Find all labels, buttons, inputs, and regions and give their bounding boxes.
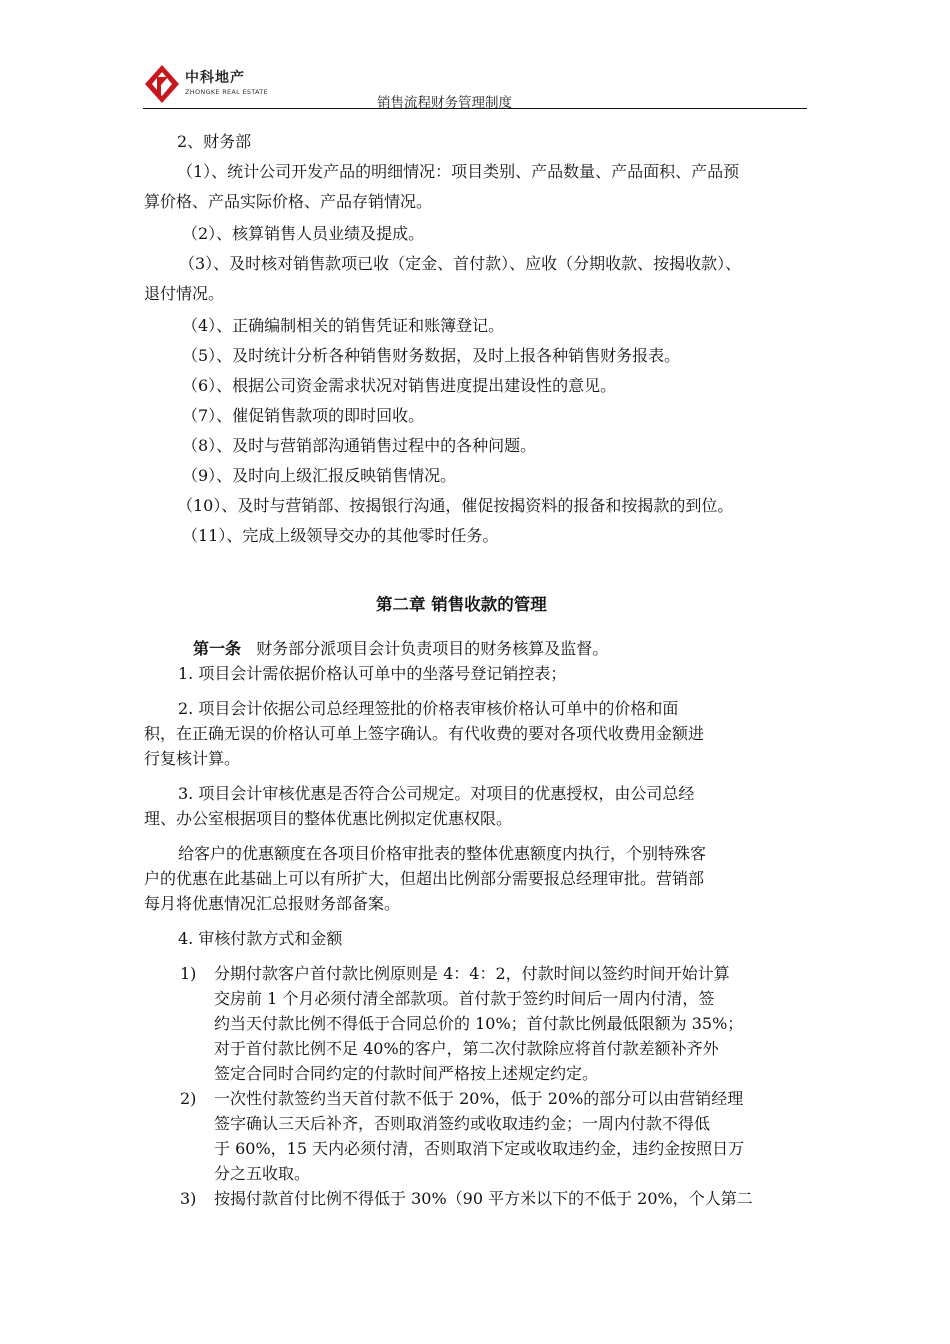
- article-line: [193, 636, 608, 662]
- list-item-continuation: 退付情况。: [144, 284, 225, 303]
- list-item-continuation: 对于首付款比例不足 40%的客户，第二次付款除应将首付款差额补齐外: [214, 1039, 719, 1058]
- paragraph-continuation: 户的优惠在此基础上可以有所扩大，但超出比例部分需要报总经理审批。营销部: [144, 869, 705, 888]
- list-item-continuation: 算价格、产品实际价格、产品存销情况。: [144, 192, 433, 211]
- section-heading: 2、财务部: [177, 132, 252, 151]
- paragraph: 2. 项目会计依据公司总经理签批的价格表审核价格认可单中的价格和面: [178, 699, 679, 718]
- company-logo-icon: [143, 63, 181, 105]
- list-item: 按揭付款首付比例不得低于 30%（90 平方米以下的不低于 20%，个人第二: [214, 1189, 753, 1208]
- paragraph: 3. 项目会计审核优惠是否符合公司规定。对项目的优惠授权，由公司总经: [178, 784, 695, 803]
- list-item: （10）、及时与营销部、按揭银行沟通，催促按揭资料的报备和按揭款的到位。: [177, 496, 734, 515]
- list-item: （7）、催促销售款项的即时回收。: [182, 406, 425, 425]
- paragraph: 给客户的优惠额度在各项目价格审批表的整体优惠额度内执行，个别特殊客: [178, 844, 707, 863]
- list-number: 2): [180, 1089, 197, 1108]
- list-item-continuation: 于 60%，15 天内必须付清，否则取消下定或收取违约金，违约金按照日万: [214, 1139, 745, 1158]
- paragraph-continuation: 积，在正确无误的价格认可单上签字确认。有代收费的要对各项代收费用金额进: [144, 724, 705, 743]
- list-item: （9）、及时向上级汇报反映销售情况。: [182, 466, 457, 485]
- company-logo: [143, 63, 268, 105]
- document-header-title: 销售流程财务管理制度: [377, 95, 512, 111]
- list-item: 一次性付款签约当天首付款不低于 20%，低于 20%的部分可以由营销经理: [214, 1089, 744, 1108]
- chapter-title: 第二章 销售收款的管理: [376, 595, 547, 614]
- list-item-continuation: 签字确认三天后补齐，否则取消签约或收取违约金；一周内付款不得低: [214, 1114, 711, 1133]
- list-item-continuation: 分之五收取。: [214, 1164, 311, 1183]
- logo-english-name: ZHONGKE REAL ESTATE: [185, 88, 268, 96]
- list-number: 1): [180, 964, 197, 983]
- list-item: （5）、及时统计分析各种销售财务数据，及时上报各种销售财务报表。: [182, 346, 681, 365]
- article-text: 财务部分派项目会计负责项目的财务核算及监督。: [256, 639, 609, 658]
- list-item: （11）、完成上级领导交办的其他零时任务。: [182, 526, 499, 545]
- list-item-continuation: 签定合同时合同约定的付款时间严格按上述规定约定。: [214, 1064, 599, 1083]
- list-item-continuation: 约当天付款比例不得低于合同总价的 10%；首付款比例最低限额为 35%；: [214, 1014, 744, 1033]
- list-item: （1）、统计公司开发产品的明细情况：项目类别、产品数量、产品面积、产品预: [177, 162, 740, 181]
- logo-chinese-name: 中科地产: [185, 70, 245, 86]
- paragraph-continuation: 每月将优惠情况汇总报财务部备案。: [144, 894, 401, 913]
- list-item: （6）、根据公司资金需求状况对销售进度提出建设性的意见。: [182, 376, 617, 395]
- paragraph-continuation: 理、办公室根据项目的整体优惠比例拟定优惠权限。: [144, 809, 513, 828]
- list-item-continuation: 交房前 1 个月必须付清全部款项。首付款于签约时间后一周内付清，签: [214, 989, 715, 1008]
- article-label: 第一条: [193, 639, 242, 658]
- list-item: （8）、及时与营销部沟通销售过程中的各种问题。: [182, 436, 537, 455]
- list-item: （2）、核算销售人员业绩及提成。: [182, 224, 425, 243]
- list-item: （4）、正确编制相关的销售凭证和账簿登记。: [182, 316, 505, 335]
- paragraph: 4. 审核付款方式和金额: [178, 929, 343, 948]
- list-item: 分期付款客户首付款比例原则是 4：4：2，付款时间以签约时间开始计算: [214, 964, 730, 983]
- paragraph: 1. 项目会计需依据价格认可单中的坐落号登记销控表；: [178, 664, 567, 683]
- paragraph-continuation: 行复核计算。: [144, 749, 241, 768]
- header-divider: [143, 108, 807, 109]
- list-number: 3): [180, 1189, 197, 1208]
- list-item: （3）、及时核对销售款项已收（定金、首付款）、应收（分期收款、按揭收款）、: [179, 254, 742, 273]
